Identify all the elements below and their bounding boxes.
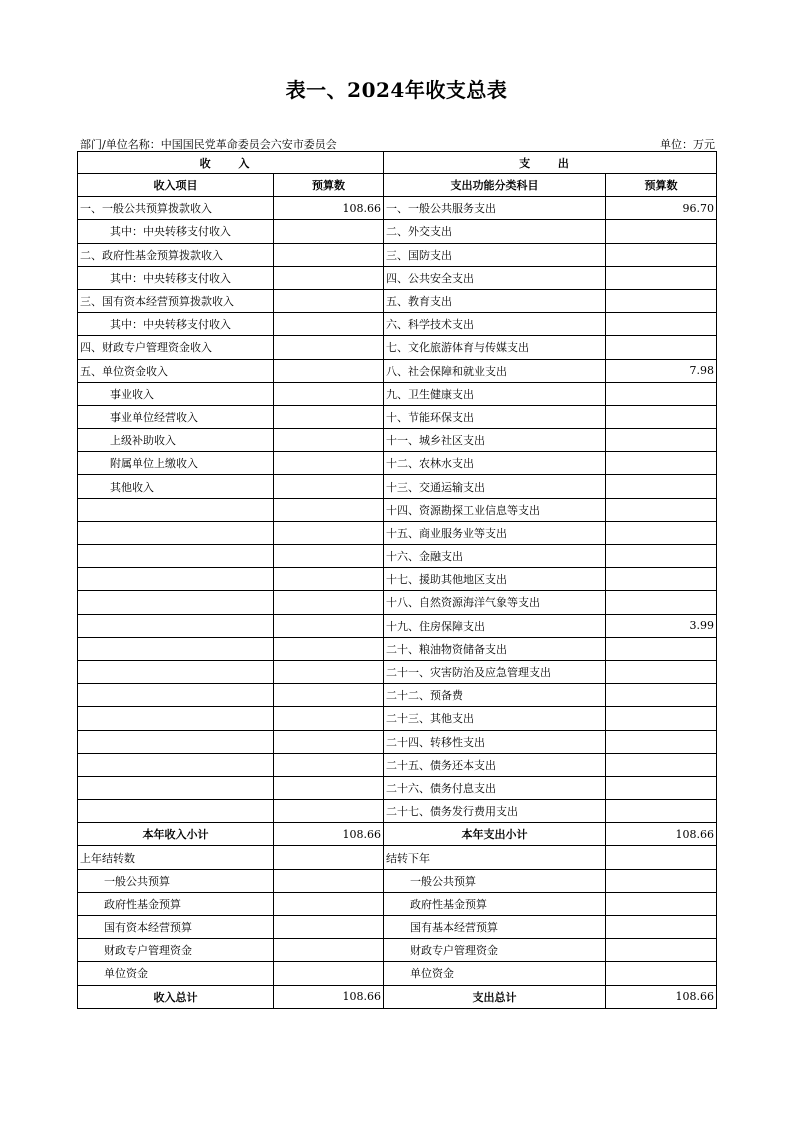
income-value-cell <box>274 660 384 683</box>
expense-value-cell <box>606 498 717 521</box>
expense-value-cell <box>606 336 717 359</box>
total-row <box>78 985 717 1008</box>
expense-value-cell <box>606 382 717 405</box>
income-value-cell: 108.66 <box>274 823 384 846</box>
table-row <box>78 637 717 660</box>
expense-value-cell <box>606 591 717 614</box>
table-row <box>78 591 717 614</box>
income-item-cell: 其中：中央转移支付收入 <box>78 220 274 243</box>
carry-row <box>78 846 717 869</box>
income-value-cell <box>274 753 384 776</box>
income-value-cell <box>274 336 384 359</box>
table-row <box>78 359 717 382</box>
section-header-row <box>78 152 717 174</box>
income-item-cell <box>78 614 274 637</box>
table-row <box>78 220 717 243</box>
expense-item-cell: 二十七、债务发行费用支出 <box>384 800 606 823</box>
table-row <box>78 730 717 753</box>
expense-value-cell <box>606 730 717 753</box>
expense-item-cell: 十五、商业服务业等支出 <box>384 521 606 544</box>
expense-value-cell <box>606 892 717 915</box>
table-row <box>78 289 717 312</box>
income-item-cell: 一、一般公共预算拨款收入 <box>78 197 274 220</box>
income-value-cell <box>274 382 384 405</box>
income-item-cell <box>78 730 274 753</box>
table-row <box>78 313 717 336</box>
expense-value-cell <box>606 939 717 962</box>
table-row <box>78 475 717 498</box>
income-value-cell <box>274 545 384 568</box>
expense-item-cell: 二十五、债务还本支出 <box>384 753 606 776</box>
expense-value-cell <box>606 869 717 892</box>
expense-value-cell <box>606 776 717 799</box>
income-value-cell <box>274 916 384 939</box>
income-value-cell <box>274 800 384 823</box>
expense-value-cell: 108.66 <box>606 823 717 846</box>
table-row <box>78 243 717 266</box>
table-row <box>78 614 717 637</box>
income-item-cell: 政府性基金预算 <box>78 892 274 915</box>
expense-item-cell: 财政专户管理资金 <box>384 939 606 962</box>
income-item-cell: 四、财政专户管理资金收入 <box>78 336 274 359</box>
expense-item-cell: 十、节能环保支出 <box>384 405 606 428</box>
table-row <box>78 452 717 475</box>
income-value-cell <box>274 591 384 614</box>
table-row <box>78 405 717 428</box>
income-item-cell: 二、政府性基金预算拨款收入 <box>78 243 274 266</box>
expense-item-cell: 四、公共安全支出 <box>384 266 606 289</box>
expense-item-cell: 二十六、债务付息支出 <box>384 776 606 799</box>
income-value-cell <box>274 521 384 544</box>
expense-value-cell <box>606 405 717 428</box>
expense-value-cell <box>606 568 717 591</box>
income-item-cell: 其中：中央转移支付收入 <box>78 266 274 289</box>
expense-value-cell <box>606 313 717 336</box>
expense-item-cell: 十二、农林水支出 <box>384 452 606 475</box>
income-value-cell <box>274 405 384 428</box>
expense-value-cell <box>606 800 717 823</box>
expense-item-cell: 二十四、转移性支出 <box>384 730 606 753</box>
expense-item-cell: 支出总计 <box>384 985 606 1008</box>
income-item-cell <box>78 707 274 730</box>
expense-item-cell: 一、一般公共服务支出 <box>384 197 606 220</box>
expense-value-cell <box>606 475 717 498</box>
expense-value-cell <box>606 266 717 289</box>
income-section-header: 收 入 <box>78 152 384 174</box>
expense-value-cell <box>606 452 717 475</box>
income-value-cell <box>274 452 384 475</box>
expense-value-cell <box>606 707 717 730</box>
expense-item-cell: 十六、金融支出 <box>384 545 606 568</box>
income-value-cell: 108.66 <box>274 985 384 1008</box>
table-row <box>78 521 717 544</box>
expense-item-cell: 本年支出小计 <box>384 823 606 846</box>
income-item-cell: 收入总计 <box>78 985 274 1008</box>
expense-item-cell: 国有基本经营预算 <box>384 916 606 939</box>
income-item-cell: 上年结转数 <box>78 846 274 869</box>
expense-item-cell: 二、外交支出 <box>384 220 606 243</box>
expense-item-cell: 九、卫生健康支出 <box>384 382 606 405</box>
expense-value-cell <box>606 220 717 243</box>
expense-item-cell: 十一、城乡社区支出 <box>384 429 606 452</box>
table-row <box>78 707 717 730</box>
carry-row <box>78 939 717 962</box>
expense-item-header: 支出功能分类科目 <box>384 174 606 197</box>
income-value-cell <box>274 846 384 869</box>
carry-row <box>78 869 717 892</box>
expense-value-cell <box>606 962 717 985</box>
expense-item-cell: 十八、自然资源海洋气象等支出 <box>384 591 606 614</box>
income-item-cell: 本年收入小计 <box>78 823 274 846</box>
table-row <box>78 336 717 359</box>
income-item-cell <box>78 684 274 707</box>
table-row <box>78 753 717 776</box>
income-item-cell: 五、单位资金收入 <box>78 359 274 382</box>
expense-value-cell <box>606 637 717 660</box>
expense-item-cell: 七、文化旅游体育与传媒支出 <box>384 336 606 359</box>
table-row <box>78 429 717 452</box>
income-item-cell: 一般公共预算 <box>78 869 274 892</box>
department-label: 部门/单位名称：中国国民党革命委员会六安市委员会 <box>80 138 337 151</box>
income-value-cell <box>274 730 384 753</box>
income-item-cell <box>78 521 274 544</box>
income-value-cell <box>274 684 384 707</box>
column-header-row <box>78 174 717 197</box>
table-row <box>78 684 717 707</box>
income-item-cell <box>78 660 274 683</box>
income-value-cell <box>274 707 384 730</box>
income-item-cell: 单位资金 <box>78 962 274 985</box>
expense-section-header: 支 出 <box>384 152 717 174</box>
income-item-cell: 国有资本经营预算 <box>78 916 274 939</box>
expense-item-cell: 二十一、灾害防治及应急管理支出 <box>384 660 606 683</box>
income-value-cell <box>274 962 384 985</box>
expense-value-cell <box>606 545 717 568</box>
expense-value-cell <box>606 846 717 869</box>
expense-value-cell <box>606 916 717 939</box>
income-budget-header: 预算数 <box>274 174 384 197</box>
income-value-cell <box>274 429 384 452</box>
expense-item-cell: 十四、资源勘探工业信息等支出 <box>384 498 606 521</box>
expense-item-cell: 八、社会保障和就业支出 <box>384 359 606 382</box>
table-row <box>78 545 717 568</box>
income-value-cell <box>274 475 384 498</box>
income-item-cell: 其中：中央转移支付收入 <box>78 313 274 336</box>
income-value-cell <box>274 568 384 591</box>
income-item-cell <box>78 591 274 614</box>
budget-summary-table <box>77 151 717 1009</box>
carry-row <box>78 916 717 939</box>
expense-value-cell <box>606 243 717 266</box>
expense-value-cell: 96.70 <box>606 197 717 220</box>
expense-item-cell: 三、国防支出 <box>384 243 606 266</box>
expense-value-cell: 108.66 <box>606 985 717 1008</box>
income-item-cell <box>78 776 274 799</box>
expense-item-cell: 十七、援助其他地区支出 <box>384 568 606 591</box>
expense-item-cell: 十三、交通运输支出 <box>384 475 606 498</box>
income-item-cell <box>78 498 274 521</box>
income-value-cell <box>274 939 384 962</box>
expense-item-cell: 六、科学技术支出 <box>384 313 606 336</box>
unit-label: 单位：万元 <box>660 138 715 151</box>
expense-value-cell: 7.98 <box>606 359 717 382</box>
expense-value-cell <box>606 521 717 544</box>
carry-row <box>78 962 717 985</box>
table-row <box>78 498 717 521</box>
expense-item-cell: 单位资金 <box>384 962 606 985</box>
expense-value-cell <box>606 289 717 312</box>
table-row <box>78 382 717 405</box>
income-value-cell <box>274 892 384 915</box>
expense-item-cell: 二十二、预备费 <box>384 684 606 707</box>
income-value-cell <box>274 869 384 892</box>
income-item-cell <box>78 637 274 660</box>
expense-item-cell: 一般公共预算 <box>384 869 606 892</box>
income-value-cell <box>274 359 384 382</box>
expense-value-cell <box>606 684 717 707</box>
expense-value-cell <box>606 753 717 776</box>
expense-budget-header: 预算数 <box>606 174 717 197</box>
income-item-cell: 附属单位上缴收入 <box>78 452 274 475</box>
income-value-cell <box>274 243 384 266</box>
income-value-cell <box>274 498 384 521</box>
expense-value-cell <box>606 660 717 683</box>
income-value-cell: 108.66 <box>274 197 384 220</box>
page-title: 表一、2024年收支总表 <box>285 78 508 102</box>
income-value-cell <box>274 637 384 660</box>
table-row <box>78 800 717 823</box>
income-value-cell <box>274 289 384 312</box>
income-item-cell <box>78 753 274 776</box>
carry-row <box>78 892 717 915</box>
income-item-cell: 其他收入 <box>78 475 274 498</box>
expense-item-cell: 政府性基金预算 <box>384 892 606 915</box>
expense-item-cell: 五、教育支出 <box>384 289 606 312</box>
expense-value-cell <box>606 429 717 452</box>
income-item-cell <box>78 545 274 568</box>
income-value-cell <box>274 614 384 637</box>
table-row <box>78 660 717 683</box>
table-row <box>78 197 717 220</box>
table-row <box>78 266 717 289</box>
income-item-cell: 三、国有资本经营预算拨款收入 <box>78 289 274 312</box>
expense-item-cell: 二十、粮油物资储备支出 <box>384 637 606 660</box>
expense-item-cell: 二十三、其他支出 <box>384 707 606 730</box>
income-item-cell: 事业收入 <box>78 382 274 405</box>
expense-item-cell: 十九、住房保障支出 <box>384 614 606 637</box>
income-item-cell: 上级补助收入 <box>78 429 274 452</box>
subtotal-row <box>78 823 717 846</box>
income-item-cell: 事业单位经营收入 <box>78 405 274 428</box>
expense-value-cell: 3.99 <box>606 614 717 637</box>
expense-item-cell: 结转下年 <box>384 846 606 869</box>
income-item-cell <box>78 800 274 823</box>
income-value-cell <box>274 776 384 799</box>
income-item-cell: 财政专户管理资金 <box>78 939 274 962</box>
income-value-cell <box>274 266 384 289</box>
income-value-cell <box>274 220 384 243</box>
table-row <box>78 776 717 799</box>
income-value-cell <box>274 313 384 336</box>
table-row <box>78 568 717 591</box>
income-item-header: 收入项目 <box>78 174 274 197</box>
income-item-cell <box>78 568 274 591</box>
